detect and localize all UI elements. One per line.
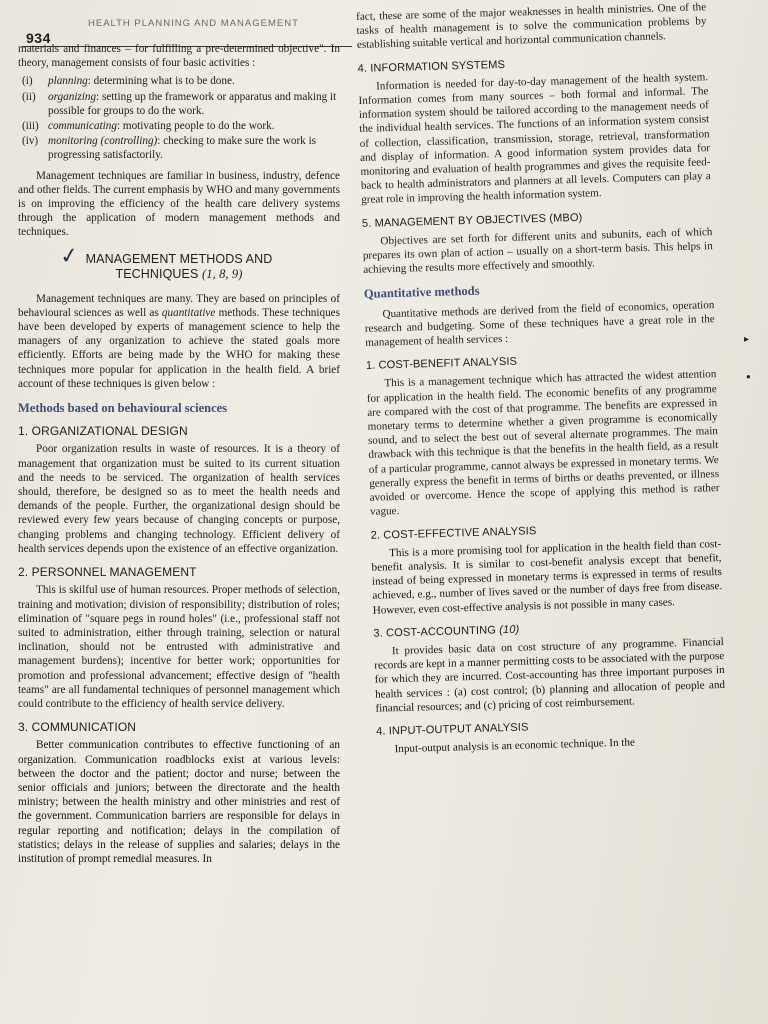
margin-dot-icon: ● (746, 372, 751, 381)
running-title: HEALTH PLANNING AND MANAGEMENT (88, 18, 299, 29)
cost-accounting-paragraph: It provides basic data on cost structure of any programme. Financial records are kept in a manner permitting costs to be associated with the purpose for which they are incurred. Cost-accounting has three important purposes in health services : (a) cost control; (b) planning and allocation of people and financial resources; and (c) pricing of cost reimbursement. (374, 635, 726, 715)
heading-input-output: 4. INPUT-OUTPUT ANALYSIS (375, 721, 529, 738)
list-item (18, 119, 340, 133)
right-column (356, 0, 727, 761)
cost-benefit-paragraph: This is a management technique which has attracted the widest attention for application in the health field. The economic benefits of any programme are compared with the cost of that programme. The benefits are expressed in monetary terms to determine whether a given programme is economically sound, and to select the best out of several alternate programmes. The main drawback with this technique is that the benefits in the health field, as a result of a particular programme, cannot always be expressed in monetary terms. We generally express the benefit in terms of births or deaths prevented, or illness avoided or overcome. Hence the scope of applying this method is rather vague. (366, 368, 720, 519)
left-column (18, 42, 340, 870)
quantitative-paragraph: Quantitative methods are derived from the field of economics, operation research and budgeting. Some of these techniques have a great role in the management of health services : (364, 298, 715, 349)
list-number: (i) (22, 75, 33, 88)
page-number: 934 (26, 30, 51, 46)
list-term: organizing (48, 90, 97, 103)
intro-paragraph: materials and finances – for fulfilling a pre-determined objective". In theory, management consists of four basic activities : (18, 43, 340, 70)
organizational-design-paragraph: Poor organization results in waste of resources. It is a theory of management that organization must be suited to its current situation and the needs to be serviced. The organization of health services should, therefore, be designed so as to meet the health needs and demands of the people. Further, the organizational design should be reviewed every few years because of changing concepts or purpose, changing problems and changing technology. Efficient delivery of health services depends upon the existence of an effective organization. (18, 443, 340, 555)
methods-text-b: methods. These techniques have been developed by experts of management science to help the managers of any organization to achieve the stated goals more efficiently. Efforts are being made by the WHO for making these techniques more popular for application in the health field. A brief account of these techniques is given below : (18, 306, 340, 390)
list-item (18, 74, 340, 88)
list-text: : determining what is to be done. (87, 75, 235, 88)
list-term: communicating (48, 120, 117, 133)
methods-text-a: Management techniques are many. They are based on principles of behavioural sciences as well as (18, 292, 340, 319)
heading-mbo: 5. MANAGEMENT BY OBJECTIVES (MBO) (361, 211, 583, 230)
heading-organizational-design: 1. ORGANIZATIONAL DESIGN (18, 424, 188, 439)
heading-cost-benefit: 1. COST-BENEFIT ANALYSIS (365, 355, 518, 373)
mbo-paragraph: Objectives are set forth for different units and subunits, each of which prepares its own plan of action – usually on a short-term basis. This helps in achieving the results more effectively and smoothly. (362, 225, 713, 277)
section-heading (18, 241, 340, 282)
heading-information-systems: 4. INFORMATION SYSTEMS (357, 58, 506, 75)
list-text: : motivating people to do the work. (116, 120, 275, 133)
list-term: planning (48, 75, 88, 88)
checkmark-icon: ✓ (58, 241, 81, 269)
section-title-line1: MANAGEMENT METHODS AND (85, 251, 273, 266)
continuation-paragraph: fact, these are some of the major weaknesses in health ministries. One of the tasks of health management is to solve the communication problems by establishing suitable vertical and horizontal communication channels. (356, 1, 707, 52)
cost-effective-paragraph: This is a more promising tool for application in the health field than cost-benefit analysis. It is similar to cost-benefit analysis except that benefit, instead of being expressed in monetary terms is expressed in terms of results achieved, e.g., number of lives saved or the number of days free from disease. However, even cost-effective analysis is not possible in many cases. (371, 537, 723, 617)
cost-accounting-title: 3. COST-ACCOUNTING (373, 624, 497, 640)
information-systems-paragraph: Information is needed for day-to-day management of the health system. Information comes from many sources – both formal and informal. The information system should be tailored according to the management needs of the individual health services. The functions of an information system consist of collection, classification, transmission, storage, retrieval, transformation and display of information. A good information system provides data for monitoring and evaluation of health programmes and gives the requisite feed-back to health administrators and planners at all levels. Computers can play a great role in improving the health information system. (358, 71, 711, 207)
methods-paragraph (18, 292, 340, 391)
list-number: (ii) (22, 90, 36, 103)
margin-mark-icon: ▸ (744, 334, 750, 345)
list-text: : setting up the framework or apparatus and making it possible for groups to do the work. (48, 90, 337, 117)
activities-list (18, 74, 340, 162)
list-number: (iii) (22, 120, 39, 133)
techniques-paragraph: Management techniques are familiar in business, industry, defence and other fields. The current emphasis by WHO and many governments is on improving the efficiency of the health care delivery systems through the application of modern management methods and techniques. (18, 169, 340, 239)
heading-communication: 3. COMMUNICATION (18, 720, 137, 735)
list-number: (iv) (22, 135, 39, 148)
section-citation: (1, 8, 9) (202, 266, 243, 281)
cost-accounting-citation: (10) (498, 623, 520, 636)
heading-cost-effective: 2. COST-EFFECTIVE ANALYSIS (370, 524, 537, 542)
list-item (18, 134, 340, 162)
personnel-management-paragraph: This is skilful use of human resources. Proper methods of selection, training and motivation; division of responsibility; distribution of roles; elimination of "square pegs in round holes" (i.e., professional staff not suited to administration, either through training, selection or natural inclination, should not be entrusted with administrative and management burdens); incentive for better work; opportunities for promotion and professional advancement; effective design of "health teams" are all fundamental techniques of personnel management which could contribute to the efficiency of health service delivery. (18, 584, 340, 710)
subheading-quantitative: Quantitative methods (363, 284, 480, 302)
input-output-paragraph: Input-output analysis is an economic technique. In the (394, 736, 636, 756)
methods-emphasis: quantitative (161, 306, 216, 319)
list-text: : checking to make sure the work is progressing satisfactorily. (48, 135, 317, 162)
heading-personnel-management: 2. PERSONNEL MANAGEMENT (18, 565, 197, 580)
list-term: monitoring (controlling) (48, 135, 158, 148)
communication-paragraph: Better communication contributes to effective functioning of an organization. Communication roadblocks exist at various levels: between the doctor and the patient; doctor and nurse; between the senior officials and juniors; between the directorate and the health ministry; between the health ministry and other ministries and rest of the government. Communication barriers are responsible for delays in regular reporting and notification; delays in the compilation of statistics; delays in the release of supplies and salaries; delays in the institution of prompt remedial measures. In (18, 739, 340, 865)
list-item (18, 90, 340, 118)
subheading-behavioural: Methods based on behavioural sciences (18, 401, 228, 416)
section-title-line2: TECHNIQUES (115, 266, 199, 281)
